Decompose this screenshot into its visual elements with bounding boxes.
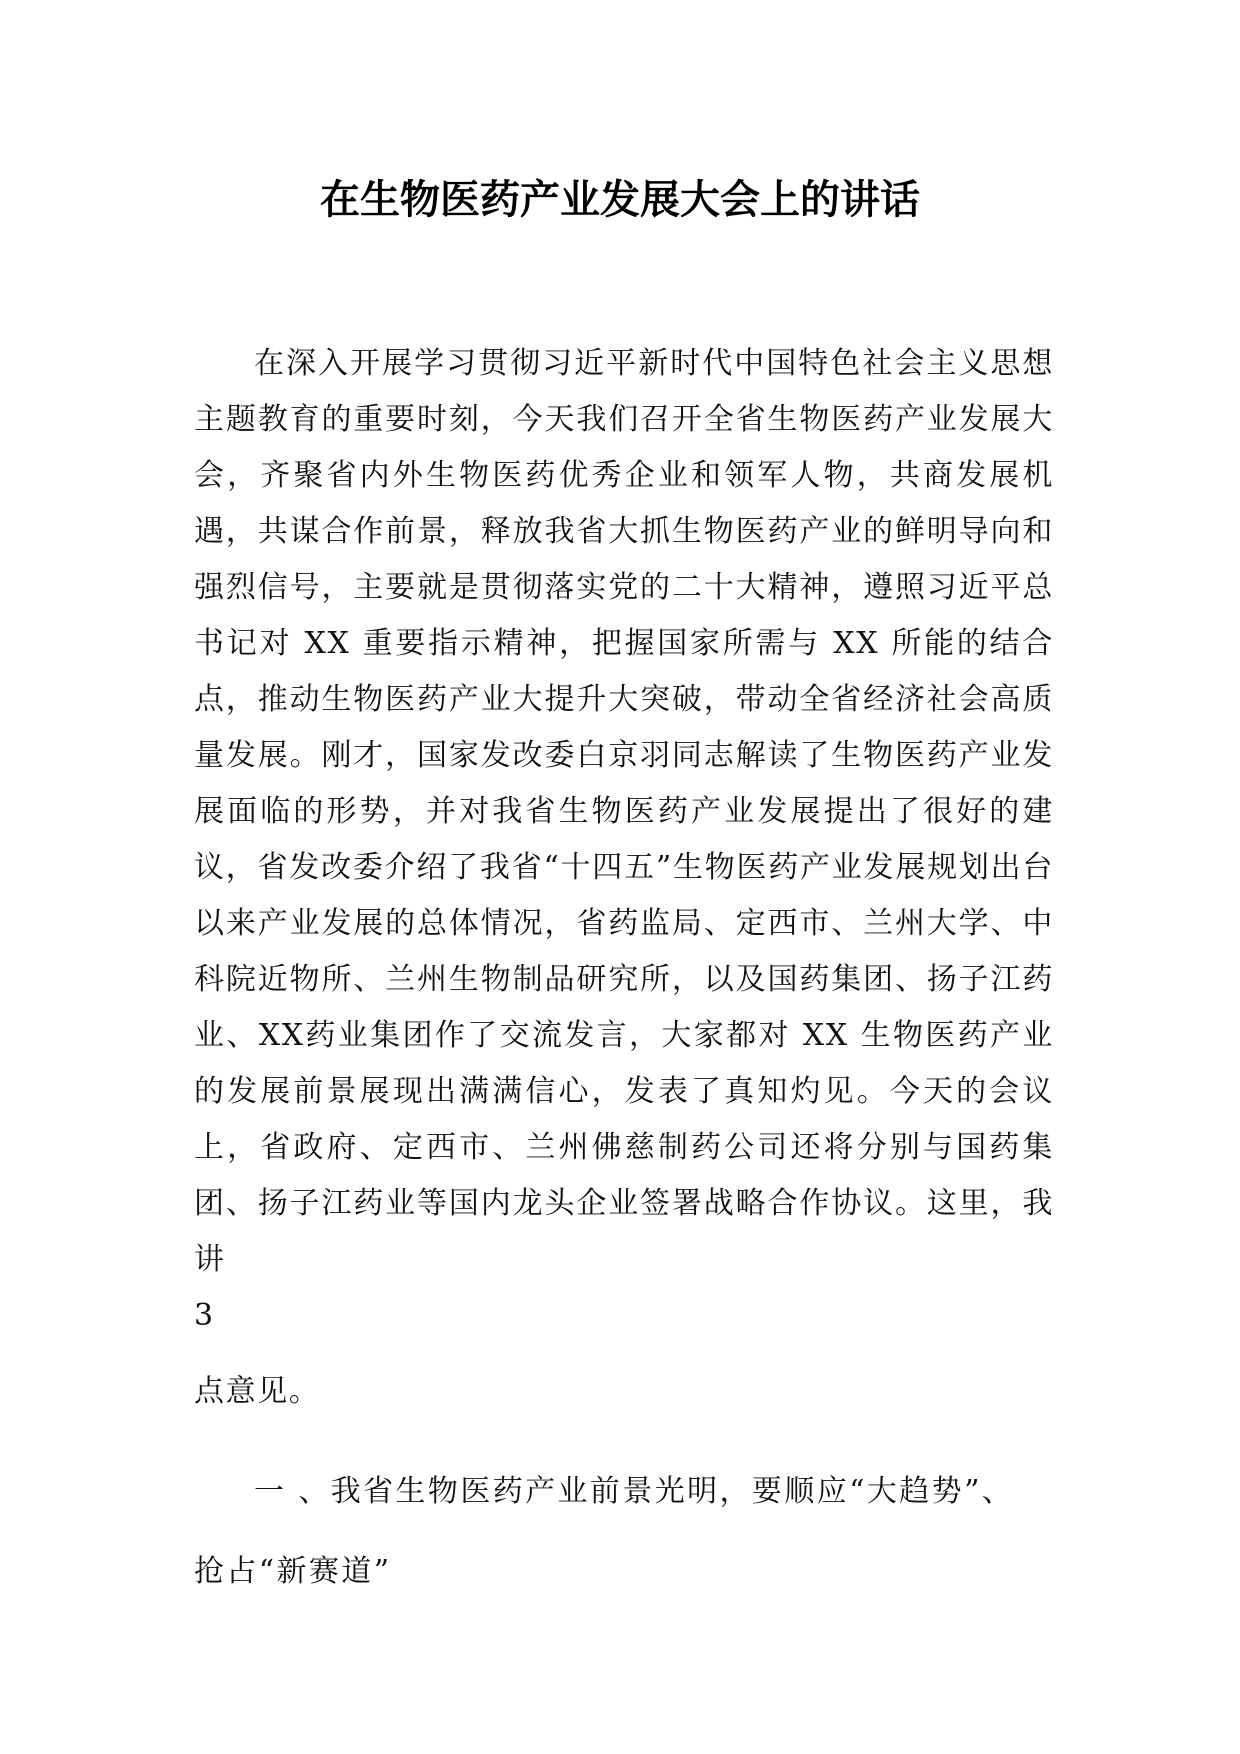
paragraph-1-number: 3 xyxy=(194,1298,215,1333)
paragraph-1: 在深入开展学习贯彻习近平新时代中国特色社会主义思想主题教育的重要时刻，今天我们召开全省生物医药产业发展大会，齐聚省内外生物医药优秀企业和领军人物，共商发展机遇，共谋合作前景，释放我省大抓生物医药产业的鲜明导向和强烈信号，主要就是贯彻落实党的二十大精神，遵照习近平总书记对 XX 重要指示精神，把握国家所需与 XX 所能的结合点，推动生物医药产业大提升大突破，带动全省经济社会高质量发展。刚才，国家发改委白京羽同志解读了生物医药产业发展面临的形势，并对我省生物医药产业发展提出了很好的建议，省发改委介绍了我省“十四五”生物医药产业发展规划出台以来产业发展的总体情况，省药监局、定西市、兰州大学、中科院近物所、兰州生物制品研究所，以及国药集团、扬子江药业、XX药业集团作了交流发言，大家都对 XX 生物医药产业的发展前景展现出满满信心，发表了真知灼见。今天的会议上，省政府、定西市、兰州佛慈制药公司还将分别与国药集团、扬子江药业等国内龙头企业签署战略合作协议。这里，我讲 xyxy=(194,346,1054,1277)
paragraph-1-end: 点意见。 xyxy=(194,1374,321,1409)
section-heading-1: 一 、我省生物医药产业前景光明，要顺应“大趋势”、 xyxy=(254,1474,1015,1509)
section-heading-1-end: 抢占“新赛道” xyxy=(194,1554,392,1589)
document-body xyxy=(194,336,1054,1600)
document-title: 在生物医药产业发展大会上的讲话 xyxy=(320,177,920,223)
